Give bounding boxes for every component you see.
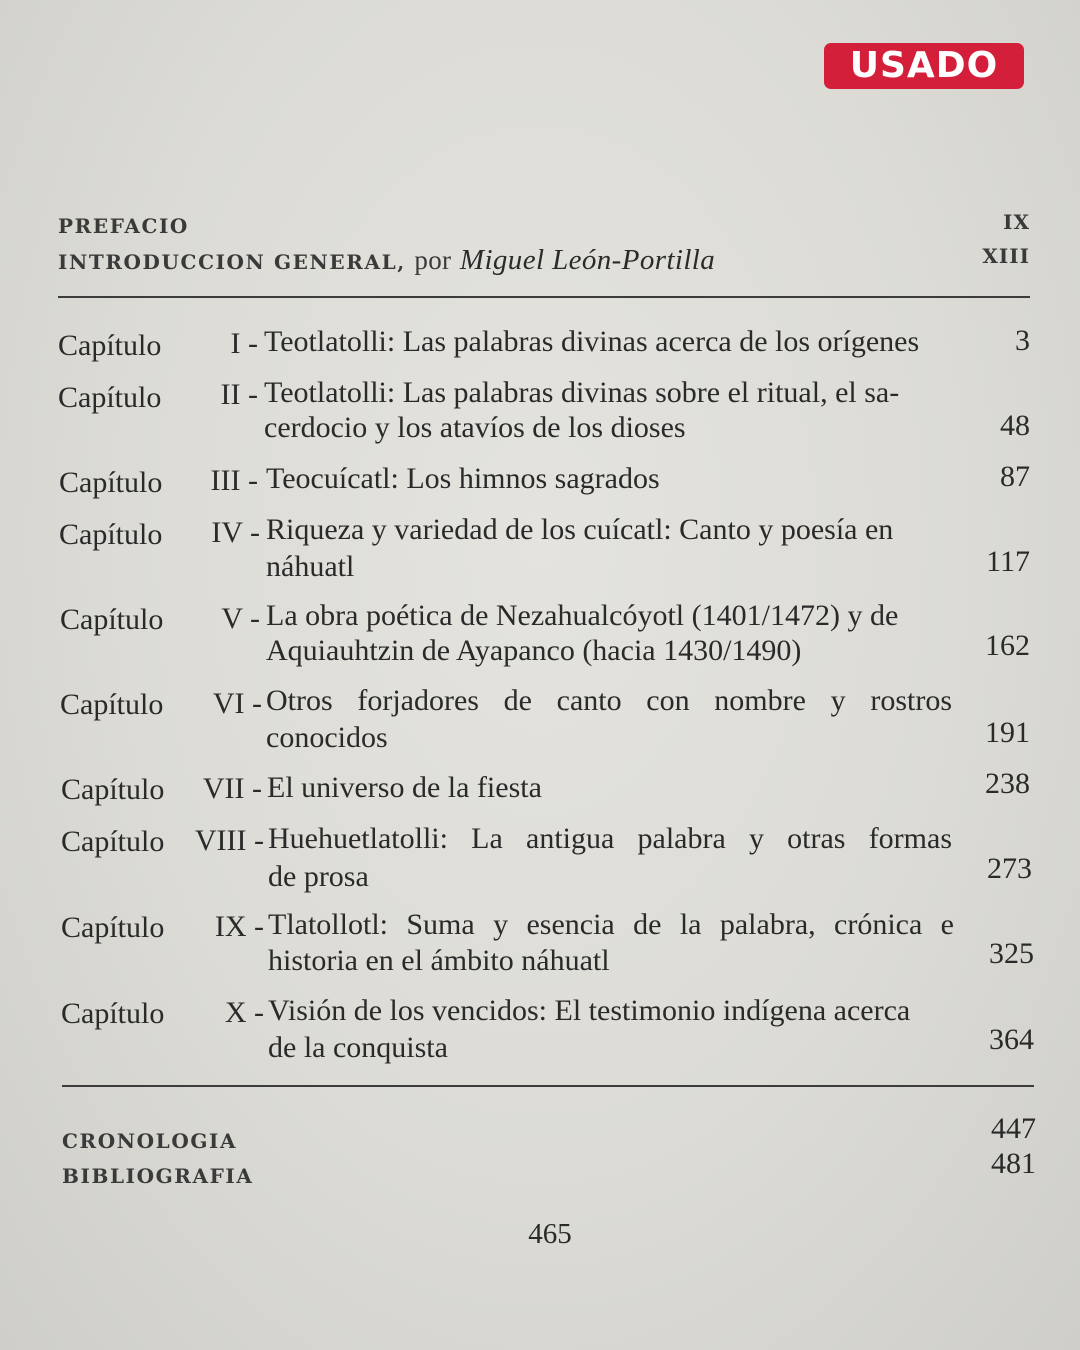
chapter-page: 87 [1000, 460, 1030, 493]
chapter-word: Capítulo [61, 773, 165, 806]
chapter-title-continued: historia en el ámbito náhuatl [268, 944, 610, 977]
chapter-number: IX - [214, 910, 264, 943]
chapter-word: Capítulo [61, 911, 165, 944]
chapter-number: III - [210, 464, 258, 497]
chapter-page: 325 [989, 937, 1034, 970]
page-folio: 465 [528, 1218, 572, 1250]
chapter-number: VII - [202, 772, 262, 805]
chapter-page: 117 [986, 545, 1030, 578]
back-matter-cronologia-page: 447 [991, 1112, 1036, 1145]
chapter-title-continued: cerdocio y los atavíos de los dioses [264, 411, 686, 444]
chapter-page: 48 [1000, 409, 1030, 442]
back-matter-bibliografia-page: 481 [991, 1147, 1036, 1180]
chapter-word: Capítulo [60, 603, 164, 636]
used-badge: USADO [824, 43, 1024, 89]
chapter-word: Capítulo [61, 825, 165, 858]
chapter-number: II - [220, 378, 258, 411]
chapter-title-continued: de la conquista [268, 1031, 448, 1064]
chapter-title-continued: Aquiauhtzin de Ayapanco (hacia 1430/1490) [266, 634, 802, 667]
chapter-title: Teotlatolli: Las palabras divinas acerca de los orígenes [264, 325, 920, 358]
chapter-title-text: Otros forjadores de canto con nombre y rostros [266, 684, 952, 717]
chapter-number: V - [221, 602, 260, 635]
chapter-title [268, 908, 954, 942]
chapter-word: Capítulo [58, 329, 162, 362]
back-matter-cronologia: CRONOLOGIA [62, 1129, 238, 1153]
front-matter-introduccion-page: XIII [982, 244, 1030, 268]
bottom-rule [62, 1085, 1034, 1087]
chapter-title: Teotlatolli: Las palabras divinas sobre el ritual, el sa- [264, 376, 900, 409]
chapter-number: X - [224, 996, 264, 1029]
chapter-title: Visión de los vencidos: El testimonio indígena acerca [268, 994, 911, 1027]
chapter-title-text: Tlatollotl: Suma y esencia de la palabra, crónica e [268, 908, 954, 941]
chapter-page: 238 [985, 767, 1030, 800]
chapter-page: 191 [985, 716, 1030, 749]
chapter-title [266, 684, 952, 718]
chapter-title: Riqueza y variedad de los cuícatl: Canto y poesía en [266, 513, 894, 546]
chapter-title-text: Huehuetlatolli: La antigua palabra y otras formas [268, 822, 952, 855]
chapter-word: Capítulo [59, 518, 163, 551]
chapter-word: Capítulo [60, 688, 164, 721]
chapter-number: VIII - [194, 824, 264, 857]
back-matter-bibliografia: BIBLIOGRAFIA [62, 1164, 254, 1188]
front-matter-prefacio: PREFACIO [58, 214, 189, 238]
chapter-page: 3 [1015, 324, 1030, 357]
chapter-word: Capítulo [61, 997, 165, 1030]
introduccion-author: Miguel León-Portilla [459, 244, 716, 276]
chapter-title: La obra poética de Nezahualcóyotl (1401/1472) y de [266, 599, 899, 632]
chapter-word: Capítulo [58, 381, 162, 414]
chapter-number: IV - [211, 516, 260, 549]
front-matter-prefacio-page: IX [1003, 210, 1030, 234]
chapter-title-continued: de prosa [268, 860, 369, 893]
introduccion-label: INTRODUCCION GENERAL, [58, 250, 406, 274]
chapter-page: 364 [989, 1023, 1034, 1056]
chapter-number: I - [230, 327, 258, 360]
chapter-page: 273 [987, 852, 1032, 885]
chapter-title-continued: náhuatl [266, 550, 355, 583]
chapter-word: Capítulo [59, 466, 163, 499]
chapter-page: 162 [985, 629, 1030, 662]
chapter-title: Teocuícatl: Los himnos sagrados [266, 462, 660, 495]
chapter-title [268, 822, 952, 856]
chapter-title-continued: conocidos [266, 721, 388, 754]
chapter-title: El universo de la fiesta [267, 771, 542, 804]
introduccion-por: por [414, 245, 452, 275]
chapter-number: VI - [212, 687, 262, 720]
